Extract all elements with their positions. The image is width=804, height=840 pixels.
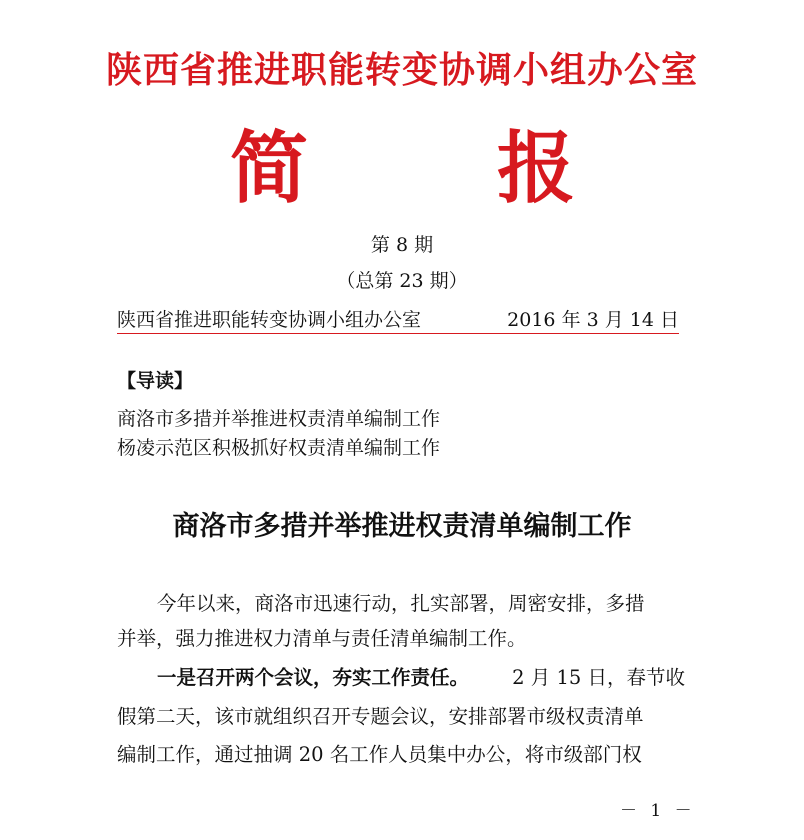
issue-date: 2016 年 3 月 14 日 xyxy=(507,309,679,331)
body-paragraph-line xyxy=(157,662,685,690)
guide-item: 杨凌示范区积极抓好权责清单编制工作 xyxy=(117,437,441,459)
body-text-run: 2 月 15 日，春节收 xyxy=(512,666,685,689)
masthead-organization: 陕西省推进职能转变协调小组办公室 xyxy=(105,49,698,91)
issue-total-number: （总第 23 期） xyxy=(336,270,468,292)
masthead-title-char-2: 报 xyxy=(496,123,575,214)
issuer-name: 陕西省推进职能转变协调小组办公室 xyxy=(117,309,422,331)
issuer-row xyxy=(117,305,679,332)
issue-number: 第 8 期 xyxy=(370,234,434,256)
page-number: － 1 － xyxy=(620,801,696,821)
body-paragraph-line: 编制工作，通过抽调 20 名工作人员集中办公，将市级部门权 xyxy=(117,743,642,766)
body-paragraph-line: 今年以来，商洛市迅速行动，扎实部署，周密安排，多措 xyxy=(157,592,645,615)
bold-lead-sentence: 一是召开两个会议，夯实工作责任。 xyxy=(157,666,470,689)
body-paragraph-line: 并举，强力推进权力清单与责任清单编制工作。 xyxy=(117,627,527,650)
masthead-title-char-1: 简 xyxy=(230,123,309,214)
guide-heading: 【导读】 xyxy=(117,370,194,392)
guide-item: 商洛市多措并举推进权责清单编制工作 xyxy=(117,408,441,430)
body-paragraph-line: 假第二天，该市就组织召开专题会议，安排部署市级权责清单 xyxy=(117,705,644,728)
red-divider-line xyxy=(117,333,679,334)
masthead-title xyxy=(230,124,575,214)
article-title: 商洛市多措并举推进权责清单编制工作 xyxy=(172,511,632,542)
